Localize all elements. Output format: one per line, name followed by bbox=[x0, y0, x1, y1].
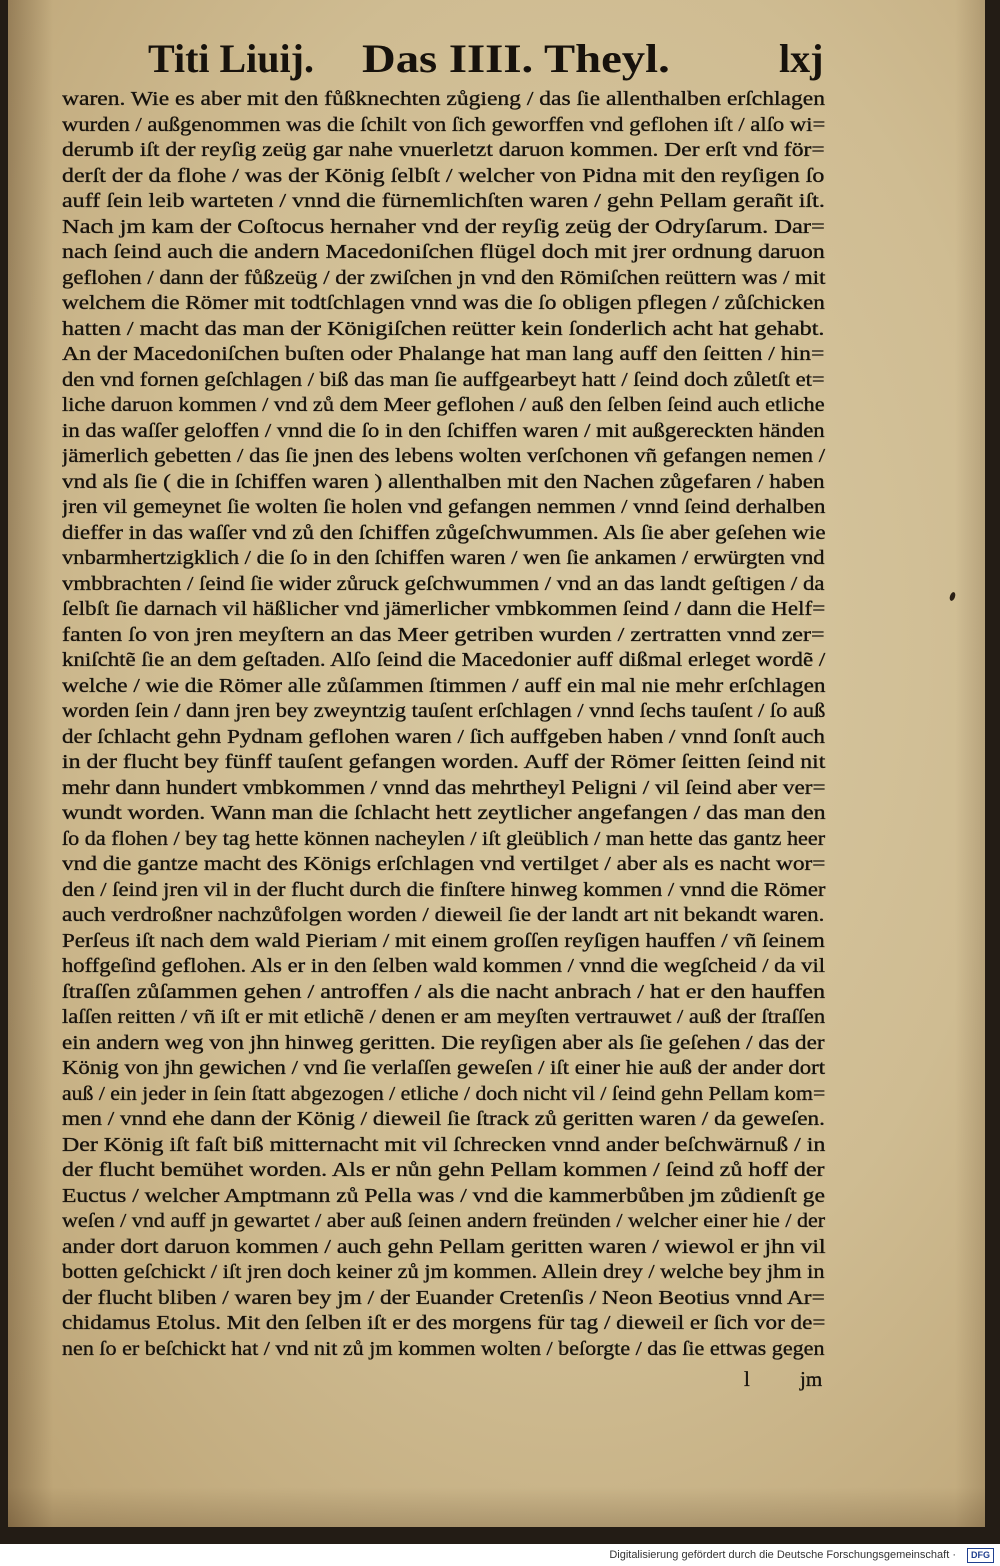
text-line: men / vnnd ehe dann der König / dieweil ſie ſtrack zů geritten waren / da geweſen. bbox=[62, 1108, 825, 1130]
text-line: den vnd fornen geſchlagen / biß das man ſie auffgearbeyt hatt / ſeind doch zůletſt et= bbox=[62, 368, 825, 391]
text-block bbox=[62, 87, 834, 1367]
text-line: vnbarmhertzigklich / die ſo in den ſchiffen waren / wen ſie ankamen / erwürgten vnd bbox=[62, 547, 825, 569]
text-line: ein andern weg von jhn hinweg geritten. Die reyſigen aber als ſie geſehen / das der bbox=[62, 1031, 825, 1054]
text-line: botten geſchickt / iſt jren doch keiner zů jm kommen. Allein drey / welche bey jhm in bbox=[62, 1261, 825, 1283]
folio-number: lxj bbox=[779, 36, 824, 81]
text-line: welche / wie die Römer alle zůſammen ſtimmen / auff ein mal nie mehr erſchlagen bbox=[62, 674, 826, 697]
text-line: welchem die Römer mit todtſchlagen vnnd was die ſo obligen pflegen / zůſchicken bbox=[62, 292, 825, 314]
text-line: auff ſein leib warteten / vnnd die fürnemlichſten waren / gehn Pellam gerañt iſt. bbox=[62, 190, 825, 212]
text-line: der ſchlacht gehn Pydnam geflohen waren / ſich auffgeben haben / vnnd ſonſt auch bbox=[62, 725, 825, 748]
text-line: An der Macedoniſchen buſten oder Phalange hat man lang auff den ſeitten / hin= bbox=[62, 343, 825, 365]
text-line: mehr dann hundert vmbkommen / vnnd das mehrtheyl Peligni / vil ſeind aber ver= bbox=[62, 776, 826, 799]
text-line: kniſchtẽ ſie an dem geſtaden. Alſo ſeind die Macedonier auff dißmal erleget wordẽ / bbox=[62, 649, 826, 671]
signature-mark: l bbox=[744, 1367, 750, 1391]
text-line: König von jhn gewichen / vnd ſie verlaſſen geweſen / iſt einer hie auß der ander dort bbox=[62, 1057, 826, 1079]
text-line: wundt worden. Wann man die ſchlacht hett zeytlicher angefangen / das man den bbox=[62, 802, 826, 824]
text-line: vmbbrachten / ſeind ſie wider zůruck geſchwummen / vnd an das landt geſtigen / da bbox=[62, 572, 825, 595]
text-line: fanten ſo von jren meyſtern an das Meer getriben wurden / zertratten vnnd zer= bbox=[62, 623, 825, 646]
text-line: in das waſſer geloffen / vnnd die ſo in den ſchiffen waren / mit außgereckten händen bbox=[62, 419, 825, 442]
running-title-center: Das IIII. Theyl. bbox=[362, 36, 670, 81]
text-line: Euctus / welcher Amptmann zů Pella was / vnd die kammerbůben jm zůdienſt ge bbox=[62, 1184, 825, 1207]
text-line: auß / ein jeder in ſein ſtatt abgezogen / etliche / doch nicht vil / ſeind gehn Pellam kom= bbox=[62, 1082, 826, 1105]
text-line: vnd als ſie ( die in ſchiffen waren ) allenthalben mit den Nachen zůgefaren / haben bbox=[62, 470, 825, 493]
running-title-left: Titi Liuij. bbox=[148, 36, 314, 81]
text-line: der flucht bemühet worden. Als er nůn gehn Pellam kommen / ſeind zů hoff der bbox=[62, 1159, 825, 1181]
text-line: hatten / macht das man der Königiſchen reütter kein ſonderlich acht hat gehabt. bbox=[62, 317, 825, 340]
text-line: nen ſo er beſchickt hat / vnd nit zů jm kommen wolten / beſorgte / das ſie ettwas gegen bbox=[62, 1337, 825, 1360]
digitization-footer bbox=[0, 1544, 1000, 1566]
text-line: liche daruon kommen / vnd zů dem Meer geflohen / auß den ſelben ſeind auch etliche bbox=[62, 394, 825, 416]
text-line: nach ſeind auch die andern Macedoniſchen flügel doch mit jrer ordnung daruon bbox=[62, 241, 825, 263]
text-line: Nach jm kam der Coſtocus hernaher vnd der reyſig zeüg der Odryſarum. Dar= bbox=[62, 215, 825, 238]
funding-credit: Digitalisierung gefördert durch die Deutsche Forschungsgemeinschaft · bbox=[609, 1549, 956, 1561]
text-line: jämerlich gebetten / das ſie jnen des lebens wolten verſchonen vñ gefangen nemen / bbox=[62, 445, 826, 467]
text-line: ſtraſſen zůſammen gehen / antroffen / als die nacht anbrach / hat er den hauffen bbox=[62, 980, 826, 1003]
text-line: hoffgeſind geflohen. Als er in den ſelben wald kommen / vnnd die wegſcheid / da vil bbox=[62, 955, 826, 977]
text-line: weſen / vnd auff jn gewartet / aber auß ſeinen andern freünden / welcher einer hie / der bbox=[62, 1210, 826, 1232]
text-line: auch verdroßner nachzůfolgen worden / dieweil ſie der landt art nit bekandt waren. bbox=[62, 904, 825, 926]
text-line: ſo da flohen / bey tag hette können nacheylen / iſt gleüblich / man hette das gantz heer bbox=[62, 827, 826, 850]
text-line: worden ſein / dann jren bey zweyntzig tauſent erſchlagen / vnnd ſechs tauſent / ſo auß bbox=[62, 700, 826, 722]
text-line: derumb iſt der reyſig zeüg gar nahe vnuerletzt daruon kommen. Der erſt vnd för= bbox=[62, 139, 825, 161]
text-line: laſſen reitten / vñ iſt er mit etlichẽ / denen er am meyſten vertrauwet / auß der ſtraſſen bbox=[62, 1006, 826, 1028]
text-line: ander dort daruon kommen / auch gehn Pellam geritten waren / wiewol er jhn vil bbox=[62, 1235, 826, 1258]
text-line: in der flucht bey fünff tauſent gefangen worden. Auff der Römer ſeitten ſeind nit bbox=[62, 751, 826, 773]
text-line: Perſeus iſt nach dem wald Pieriam / mit einem groſſen reyſigen hauffen / vñ ſeinem bbox=[62, 929, 825, 952]
text-line: waren. Wie es aber mit den fůßknechten zůgieng / das ſie allenthalben erſchlagen bbox=[62, 88, 826, 110]
catchword: jm bbox=[800, 1367, 823, 1391]
ink-speck bbox=[949, 591, 957, 601]
text-line: den / ſeind jren vil in der flucht durch die finſtere hinweg kommen / vnnd die Römer bbox=[62, 878, 826, 901]
text-line: wurden / außgenommen was die ſchilt von ſich geworffen vnd geflohen iſt / alſo wi= bbox=[62, 113, 826, 136]
text-line: dieffer in das waſſer vnd zů den ſchiffen zůgeſchwummen. Als ſie aber geſehen wie bbox=[62, 521, 826, 544]
text-line: ſelbſt ſie darnach vil häßlicher vnd jämerlicher vmbkommen ſeind / dann die Helf= bbox=[62, 598, 826, 620]
text-line: vnd die gantze macht des Königs erſchlagen vnd vertilget / aber als es nacht wor= bbox=[62, 853, 826, 875]
text-line: Der König iſt faſt biß mitternacht mit vil ſchrecken vnnd ander beſchwärnuß / in bbox=[62, 1133, 826, 1156]
text-line: der flucht bliben / waren bey jm / der Euander Cretenſis / Neon Beotius vnnd Ar= bbox=[62, 1286, 825, 1309]
text-line: derſt der da flohe / was der König ſelbſt / welcher von Pidna mit den reyſigen ſo bbox=[62, 164, 825, 187]
text-line: chidamus Etolus. Mit den ſelben iſt er des morgens für tag / dieweil er ſich vor de= bbox=[62, 1312, 826, 1334]
text-line: jren vil gemeynet ſie wolten ſie holen vnd gefangen nemmen / vnnd ſeind derhalben bbox=[62, 496, 826, 518]
book-page bbox=[8, 0, 985, 1527]
dfg-logo: DFG bbox=[967, 1548, 994, 1563]
text-line: geflohen / dann der fůßzeüg / der zwiſchen jn vnd den Römiſchen reüttern was / mit bbox=[62, 266, 826, 289]
